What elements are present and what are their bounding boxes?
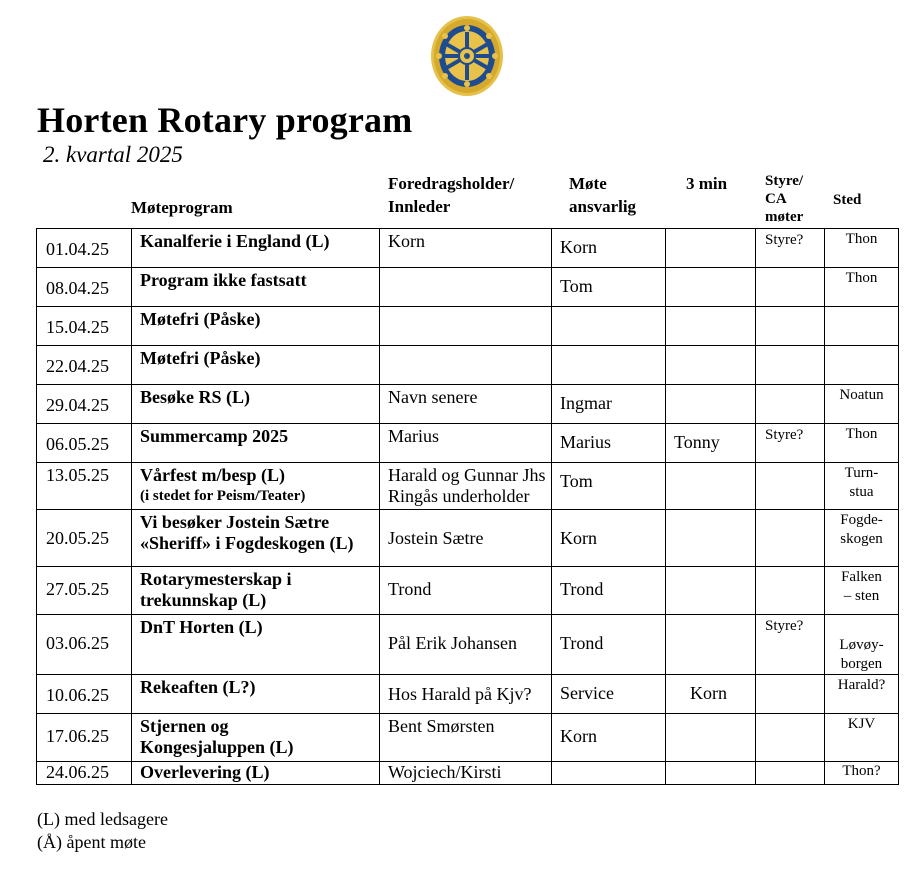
- responsible-cell: Korn: [552, 510, 666, 567]
- program-table: [36, 228, 899, 785]
- table-row: [37, 567, 899, 615]
- responsible-cell: [552, 307, 666, 346]
- board-cell: [756, 346, 825, 385]
- table-row: [37, 675, 899, 714]
- date-cell: 15.04.25: [37, 307, 132, 346]
- three-min-cell: [666, 762, 756, 785]
- date-cell: 24.06.25: [37, 762, 132, 785]
- event-cell: Rekeaften (L?): [132, 675, 380, 714]
- table-row: [37, 229, 899, 268]
- column-header-location: Sted: [833, 192, 862, 208]
- event-cell: Stjernen og Kongesjaluppen (L): [132, 714, 380, 762]
- board-cell: [756, 762, 825, 785]
- column-header-three-min: 3 min: [686, 174, 728, 193]
- three-min-cell: Korn: [666, 675, 756, 714]
- three-min-cell: [666, 510, 756, 567]
- event-cell: Summercamp 2025: [132, 424, 380, 463]
- responsible-cell: Trond: [552, 567, 666, 615]
- speaker-cell: [380, 346, 552, 385]
- date-cell: 22.04.25: [37, 346, 132, 385]
- date-cell: 01.04.25: [37, 229, 132, 268]
- three-min-cell: [666, 307, 756, 346]
- responsible-cell: [552, 346, 666, 385]
- event-cell: Program ikke fastsatt: [132, 268, 380, 307]
- date-cell: 06.05.25: [37, 424, 132, 463]
- event-title: Vårfest m/besp (L): [140, 465, 285, 485]
- date-cell: 20.05.25: [37, 510, 132, 567]
- table-row: [37, 385, 899, 424]
- date-cell: 13.05.25: [37, 463, 132, 510]
- speaker-cell: Korn: [380, 229, 552, 268]
- three-min-cell: [666, 346, 756, 385]
- event-cell: [132, 463, 380, 510]
- board-cell: [756, 268, 825, 307]
- speaker-cell: Pål Erik Johansen: [380, 615, 552, 675]
- board-cell: [756, 463, 825, 510]
- speaker-cell: Navn senere: [380, 385, 552, 424]
- board-cell: [756, 307, 825, 346]
- event-cell: Besøke RS (L): [132, 385, 380, 424]
- table-row: [37, 424, 899, 463]
- date-cell: 08.04.25: [37, 268, 132, 307]
- column-header-program: Møteprogram: [131, 198, 233, 217]
- responsible-cell: [552, 762, 666, 785]
- responsible-cell: Marius: [552, 424, 666, 463]
- responsible-cell: Service: [552, 675, 666, 714]
- board-cell: [756, 510, 825, 567]
- location-cell: Løvøy- borgen: [825, 615, 899, 675]
- event-cell: Rotarymesterskap i trekunnskap (L): [132, 567, 380, 615]
- board-cell: [756, 714, 825, 762]
- responsible-cell: Korn: [552, 714, 666, 762]
- footnote-open-meeting: (Å) åpent møte: [37, 832, 146, 852]
- three-min-cell: [666, 463, 756, 510]
- footnote-companions: (L) med ledsagere: [37, 809, 168, 829]
- table-row: [37, 268, 899, 307]
- column-header-responsible: Møte ansvarlig: [569, 174, 637, 216]
- event-cell: Møtefri (Påske): [132, 346, 380, 385]
- speaker-cell: Wojciech/Kirsti: [380, 762, 552, 785]
- event-cell: Overlevering (L): [132, 762, 380, 785]
- speaker-cell: [380, 268, 552, 307]
- speaker-cell: Hos Harald på Kjv?: [380, 675, 552, 714]
- three-min-cell: Tonny: [666, 424, 756, 463]
- page-subtitle: 2. kvartal 2025: [43, 142, 183, 167]
- date-cell: 27.05.25: [37, 567, 132, 615]
- location-cell: [825, 346, 899, 385]
- speaker-cell: Trond: [380, 567, 552, 615]
- rotary-logo: [429, 14, 505, 98]
- location-cell: Falken – sten: [825, 567, 899, 615]
- table-row: [37, 762, 899, 785]
- location-cell: Fogde- skogen: [825, 510, 899, 567]
- three-min-cell: [666, 385, 756, 424]
- location-cell: Harald?: [825, 675, 899, 714]
- table-row: [37, 714, 899, 762]
- board-cell: Styre?: [756, 229, 825, 268]
- event-cell: Kanalferie i England (L): [132, 229, 380, 268]
- speaker-cell: Marius: [380, 424, 552, 463]
- speaker-cell: Harald og Gunnar Jhs Ringås underholder: [380, 463, 552, 510]
- responsible-cell: Korn: [552, 229, 666, 268]
- column-header-board: Styre/ CA møter: [765, 173, 804, 225]
- board-cell: Styre?: [756, 615, 825, 675]
- responsible-cell: Tom: [552, 268, 666, 307]
- table-row: [37, 346, 899, 385]
- location-cell: Thon?: [825, 762, 899, 785]
- event-cell: Vi besøker Jostein Sætre «Sheriff» i Fogdeskogen (L): [132, 510, 380, 567]
- responsible-cell: Tom: [552, 463, 666, 510]
- date-cell: 10.06.25: [37, 675, 132, 714]
- responsible-cell: Trond: [552, 615, 666, 675]
- table-row: [37, 510, 899, 567]
- location-cell: Noatun: [825, 385, 899, 424]
- rotary-wheel-icon: [429, 14, 505, 98]
- table-row: [37, 463, 899, 510]
- table-row: [37, 307, 899, 346]
- three-min-cell: [666, 567, 756, 615]
- location-cell: KJV: [825, 714, 899, 762]
- event-cell: Møtefri (Påske): [132, 307, 380, 346]
- event-subtitle: (i stedet for Peism/Teater): [140, 488, 306, 504]
- location-cell: Thon: [825, 229, 899, 268]
- location-cell: Thon: [825, 424, 899, 463]
- date-cell: 03.06.25: [37, 615, 132, 675]
- event-cell: DnT Horten (L): [132, 615, 380, 675]
- location-cell: Thon: [825, 268, 899, 307]
- speaker-cell: Bent Smørsten: [380, 714, 552, 762]
- three-min-cell: [666, 714, 756, 762]
- page-title: Horten Rotary program: [37, 100, 413, 140]
- location-cell: Turn- stua: [825, 463, 899, 510]
- footnotes: [37, 808, 168, 854]
- board-cell: Styre?: [756, 424, 825, 463]
- speaker-cell: [380, 307, 552, 346]
- board-cell: [756, 567, 825, 615]
- three-min-cell: [666, 615, 756, 675]
- location-cell: [825, 307, 899, 346]
- three-min-cell: [666, 229, 756, 268]
- date-cell: 29.04.25: [37, 385, 132, 424]
- three-min-cell: [666, 268, 756, 307]
- board-cell: [756, 675, 825, 714]
- table-row: [37, 615, 899, 675]
- speaker-cell: Jostein Sætre: [380, 510, 552, 567]
- column-header-speaker: Foredragsholder/ Innleder: [388, 174, 515, 216]
- board-cell: [756, 385, 825, 424]
- date-cell: 17.06.25: [37, 714, 132, 762]
- responsible-cell: Ingmar: [552, 385, 666, 424]
